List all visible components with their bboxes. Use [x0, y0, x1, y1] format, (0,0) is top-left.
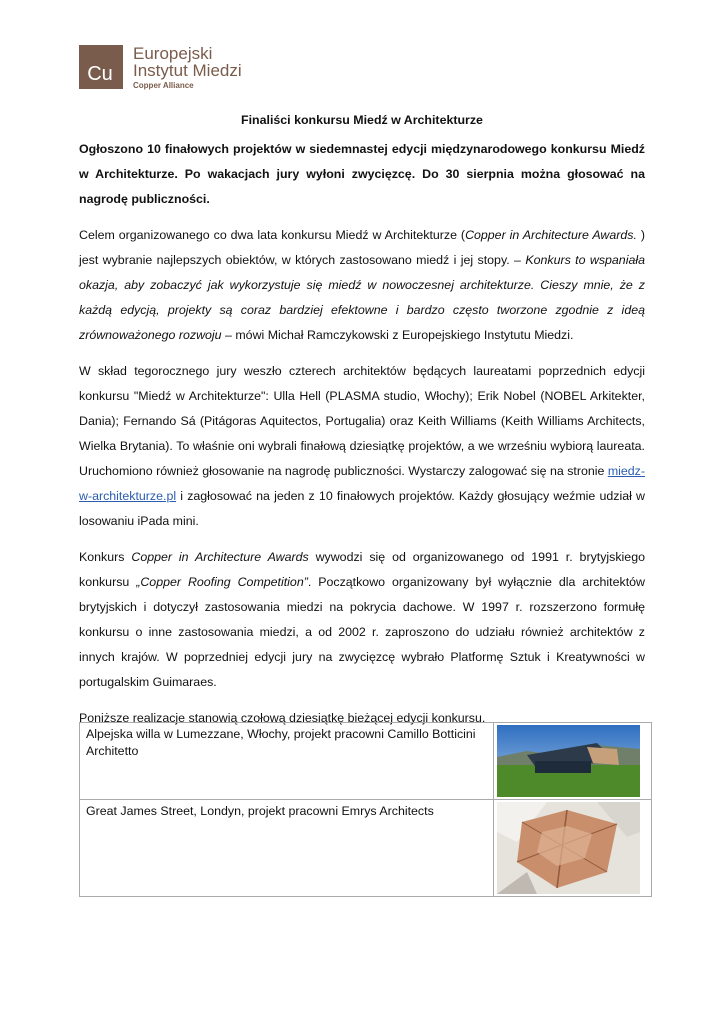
article-lead: Ogłoszono 10 finałowych projektów w siedemnastej edycji międzynarodowego konkursu Miedź w Architekturze. Po wakacjach jury wyłoni zwycięzcę. Do 30 sierpnia można głosować na nagrodę publiczności. [79, 142, 645, 206]
paragraph-1: Celem organizowanego co dwa lata konkursu Miedź w Architekturze (Copper in Architecture Awards. ) jest wybranie najlepszych obiektów, w których zastosowano miedź i jej stopy. – Konkurs to wspaniała okazja, aby zobaczyć jak wykorzystuje się miedź w nowoczesnej architekturze. Cieszy mnie, że z każdą edycją, projekty są coraz bardziej efektowne i bardzo często tworzone zgodnie z ideą zrównoważonego rozwoju – mówi Michał Ramczykowski z Europejskiego Instytutu Miedzi. [79, 228, 645, 342]
paragraph-2: W skład tegorocznego jury weszło czterech architektów będących laureatami poprzednich edycji konkursu "Miedź w Architekturze": Ulla Hell (PLASMA studio, Włochy); Erik Nobel (NOBEL Arkitekter, Dania); Fernando Sá (Pitágoras Aquitectos, Portugalia) oraz Keith Williams (Keith Williams Architects, Wielka Brytania). To właśnie oni wybrali finałową dziesiątkę projektów, a we wrześniu wybiorą laureata. Uruchomiono również głosowanie na nagrodę publiczności. Wystarczy zalogować się na stronie miedz-w-architekturze.pl i zagłosować na jeden z 10 finałowych projektów. Każdy głosujący weźmie udział w losowaniu iPada mini. [79, 364, 646, 528]
paragraph-3: Konkurs Copper in Architecture Awards wywodzi się od organizowanego od 1991 r. brytyjskiego konkursu „Copper Roofing Competition”. Początkowo organizowany był wyłącznie dla architektów brytyjskich i dotyczył zastosowania miedzi na pokrycia dachowe. W 1997 r. rozszerzono formułę konkursu o inne zastosowania miedzi, a od 2002 r. zaproszono do udziału również architektów z innych krajów. W poprzedniej edycji jury na zwycięzcę wybrało Platformę Sztuk i Kreatywności w portugalskim Guimaraes. [79, 550, 645, 689]
website-link[interactable]: miedz-w-architekturze.pl [79, 464, 646, 503]
copper-roof-photo [497, 802, 640, 894]
institute-logo [79, 45, 279, 95]
table-row [80, 800, 652, 897]
table-row [80, 723, 652, 800]
villa-photo [497, 725, 640, 797]
article-title: Finaliści konkursu Miedź w Architekturze [241, 113, 483, 127]
logo-tagline: Copper Alliance [133, 81, 194, 90]
paragraph-4: Poniższe realizacje stanowią czołową dziesiątkę bieżącej edycji konkursu. [79, 711, 486, 725]
cu-symbol: Cu [79, 45, 123, 89]
logo-name: Europejski Instytut Miedzi [133, 44, 242, 80]
projects-table [79, 722, 652, 897]
project-caption: Alpejska willa w Lumezzane, Włochy, projekt pracowni Camillo Botticini Architetto [80, 723, 494, 800]
project-caption: Great James Street, Londyn, projekt pracowni Emrys Architects [80, 800, 494, 897]
article-body [79, 108, 645, 742]
